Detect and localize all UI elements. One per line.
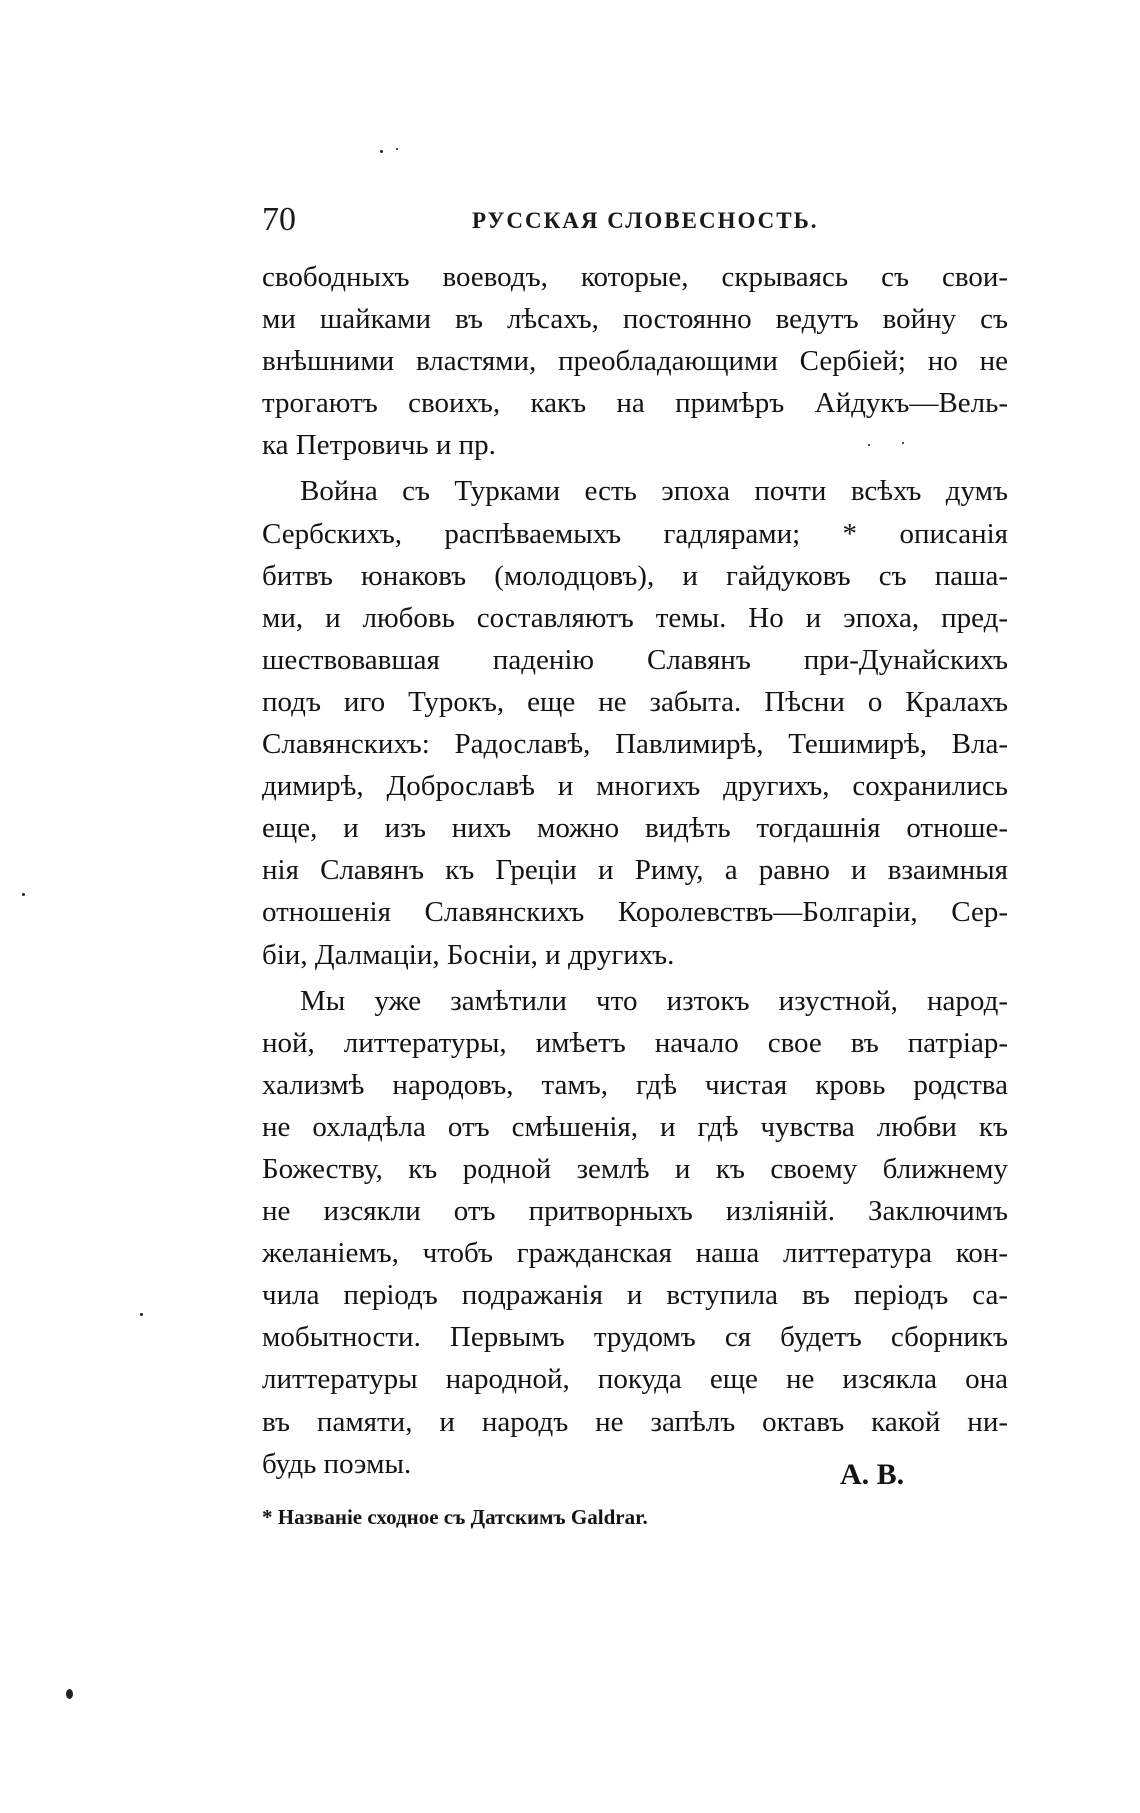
text-line: ми, и любовь составляютъ темы. Но и эпоха, пред- [262, 601, 1008, 634]
text-line: не изсякли отъ притворныхъ излiяній. Заключимъ [262, 1195, 1008, 1228]
text-line: Война съ Турками есть эпоха почти всѣхъ думъ [300, 475, 1008, 508]
text-line: будь поэмы. [262, 1447, 412, 1480]
scan-speck [140, 1313, 143, 1316]
text-line: нія Славянъ къ Греціи и Риму, а равно и взаимныя [262, 854, 1008, 887]
text-line: Сербскихъ, распѣваемыхъ гадлярами; * описанія [262, 517, 1008, 550]
scan-speck [868, 444, 870, 446]
text-line: хализмѣ народовъ, тамъ, гдѣ чистая кровь родства [262, 1068, 1008, 1101]
text-line: желаніемъ, чтобъ гражданская наша литтература кон- [262, 1237, 1008, 1270]
text-line: свободныхъ воеводъ, которые, скрываясь съ свои- [262, 261, 1008, 293]
page-number: 70 [262, 201, 296, 238]
text-line: Божеству, къ родной землѣ и къ своему ближнему [262, 1152, 1008, 1185]
scan-speck [396, 148, 398, 150]
text-line: въ памяти, и народъ не запѣлъ октавъ какой ни- [262, 1405, 1008, 1438]
text-line: Славянскихъ: Радославѣ, Павлимирѣ, Тешимирѣ, Вла- [262, 728, 1008, 761]
scan-speck [66, 1689, 73, 1699]
text-line: не охладѣла отъ смѣшенія, и гдѣ чувства любви къ [262, 1110, 1008, 1143]
text-line: подъ иго Турокъ, еще не забыта. Пѣсни о Кралахъ [262, 685, 1008, 718]
body-text [262, 256, 1008, 1485]
text-line: трогаютъ своихъ, какъ на примѣръ Айдукъ—Вель- [262, 387, 1008, 420]
scan-speck [902, 442, 904, 444]
text-line: ка Петровичь и пр. [262, 429, 496, 462]
running-head [262, 200, 1008, 240]
signature: А. В. [840, 1458, 905, 1491]
text-line: димирѣ, Доброславѣ и многихъ другихъ, сохранились [262, 770, 1008, 803]
text-line: отношенія Славянскихъ Королевствъ—Болгаріи, Сер- [262, 896, 1008, 929]
scan-speck [380, 150, 383, 153]
scan-speck [22, 893, 25, 896]
text-line: битвъ юнаковъ (молодцовъ), и гайдуковъ съ паша- [262, 559, 1008, 592]
text-line: литтературы народной, покуда еще не изсякла она [262, 1363, 1008, 1396]
text-line: шествовавшая паденію Славянъ при-Дунайскихъ [262, 643, 1008, 676]
footnote: * Названіе сходное съ Датскимъ Galdrar. [262, 1505, 648, 1529]
text-line: внѣшними властями, преобладающими Сербіей; но не [262, 345, 1008, 378]
text-line: ной, литтературы, имѣетъ начало свое въ патріар- [262, 1026, 1008, 1059]
text-line: ми шайками въ лѣсахъ, постоянно ведутъ войну съ [262, 303, 1008, 336]
text-line: Мы уже замѣтили что изтокъ изустной, народ- [300, 984, 1008, 1017]
text-line: біи, Далмаціи, Босніи, и другихъ. [262, 938, 675, 971]
text-line: чила періодъ подражанія и вступила въ періодъ са- [262, 1279, 1008, 1312]
running-title: РУССКАЯ СЛОВЕСНОСТЬ. [472, 208, 819, 233]
text-line: еще, и изъ нихъ можно видѣть тогдашнія отноше- [262, 812, 1008, 845]
text-line: мобытности. Первымъ трудомъ ся будетъ сборникъ [262, 1321, 1008, 1354]
